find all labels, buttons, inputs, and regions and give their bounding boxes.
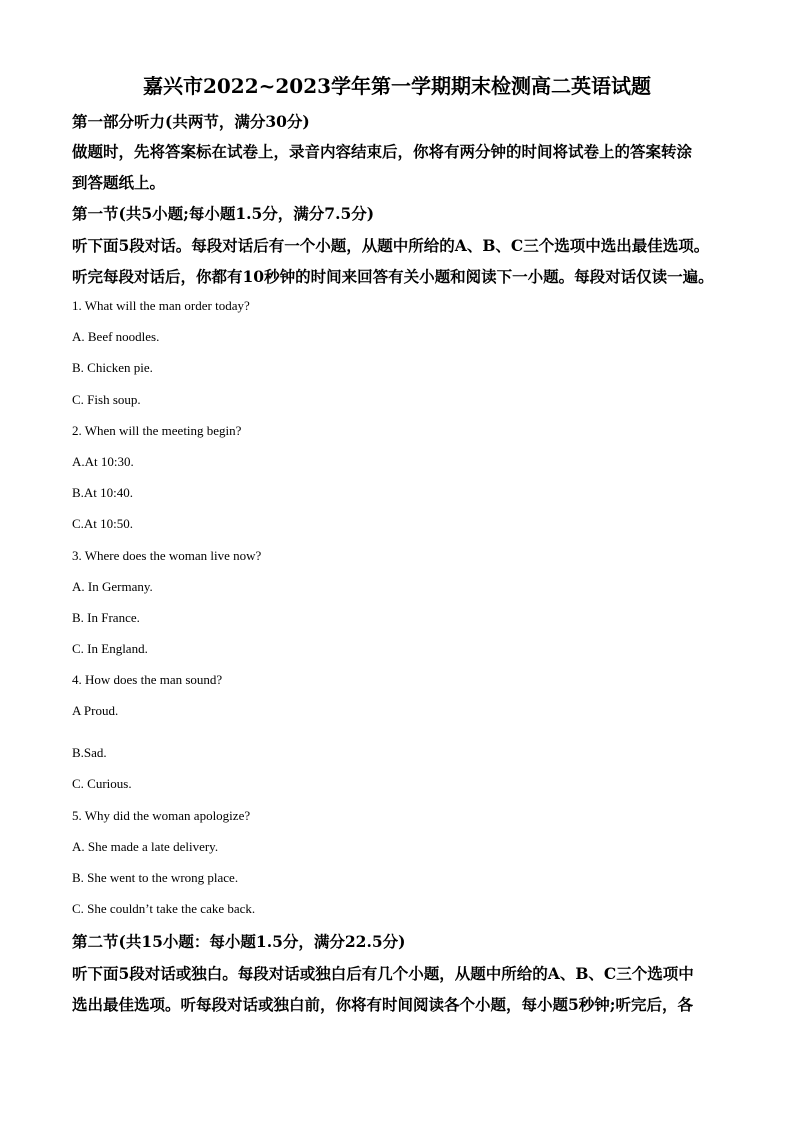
section1-instruction-line: 听下面5段对话。每段对话后有一个小题，从题中所给的A、B、C三个选项中选出最佳选项。 [72,236,710,255]
question-stem: 3. Where does the woman live now? [72,548,262,563]
answer-option: C.At 10:50. [72,516,134,531]
part1-instruction-line: 做题时，先将答案标在试卷上，录音内容结束后，你将有两分钟的时间将试卷上的答案转涂 [72,142,693,161]
answer-option: A. She made a late delivery. [72,839,219,854]
answer-option: A.At 10:30. [72,454,134,469]
answer-option: A Proud. [72,703,119,718]
question-stem: 1. What will the man order today? [72,298,250,313]
answer-option: C. Curious. [72,776,132,791]
question-stem: 5. Why did the woman apologize? [72,808,251,823]
answer-option: C. Fish soup. [72,392,141,407]
answer-option: C. In England. [72,641,148,656]
section1-heading: 第一节(共5小题;每小题1.5分，满分7.5分) [72,204,375,223]
answer-option: B. She went to the wrong place. [72,870,239,885]
question-stem: 4. How does the man sound? [72,672,223,687]
answer-option: A. In Germany. [72,579,153,594]
answer-option: B. In France. [72,610,140,625]
question-stem: 2. When will the meeting begin? [72,423,242,438]
section1-instruction-line: 听完每段对话后，你都有10秒钟的时间来回答有关小题和阅读下一小题。每段对话仅读一遍。 [72,267,714,286]
section2-instruction-line: 选出最佳选项。听每段对话或独白前，你将有时间阅读各个小题，每小题5秒钟;听完后，各 [72,995,694,1014]
page-title: 嘉兴市2022~2023学年第一学期期末检测高二英语试题 [142,74,652,98]
part1-heading: 第一部分听力(共两节，满分30分) [72,112,310,131]
answer-option: A. Beef noodles. [72,329,160,344]
answer-option: B. Chicken pie. [72,360,153,375]
answer-option: C. She couldn’t take the cake back. [72,901,256,916]
section2-heading: 第二节(共15小题：每小题1.5分，满分22.5分) [72,932,406,951]
section2-instruction-line: 听下面5段对话或独白。每段对话或独白后有几个小题，从题中所给的A、B、C三个选项中 [72,964,694,983]
answer-option: B.Sad. [72,745,107,760]
answer-option: B.At 10:40. [72,485,134,500]
part1-instruction-line: 到答题纸上。 [72,173,166,192]
